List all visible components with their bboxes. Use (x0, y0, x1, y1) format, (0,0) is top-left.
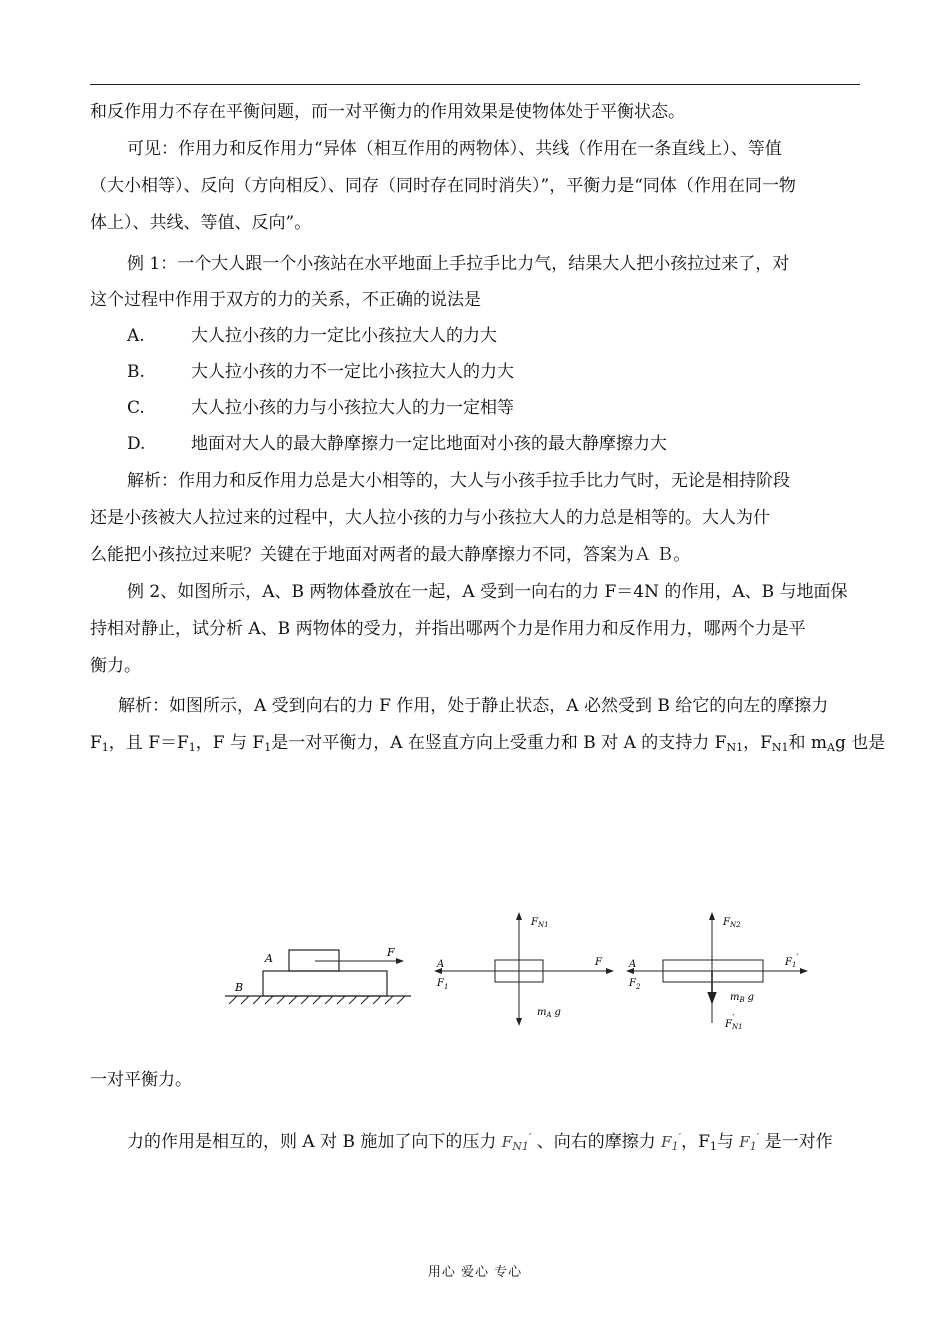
force-diagram (215, 905, 815, 1040)
option-c (127, 396, 514, 420)
solution2-line-2: $F_1$，且 $F=F_1$，F 与 $F_1$是一对平衡力，A 在竖直方向上受重力和 B 对 A 的支持力 $F_{N1}$，$F_{N1}$和 $m_Ag$ 也是 (90, 733, 886, 754)
block-b (263, 971, 387, 996)
label-a: A (629, 959, 637, 970)
symbol-fn1-prime: $F_{N1}'$ (501, 1131, 532, 1153)
example2-line-1: 例 2、如图所示，A、B 两物体叠放在一起，A 受到一向右的力 F＝4N 的作用，A、B 与地面保 (127, 582, 848, 602)
label-f1-prime: $F_1'$ (785, 953, 799, 969)
last-line: 力的作用是相互的，则 A 对 B 施加了向下的压力 $F_{N1}'$ 、向右的摩擦力 $F_1'$，$F_1$与 $F_1'$ 是一对作 (127, 1131, 833, 1153)
stacked-blocks-diagram (225, 946, 411, 1004)
symbol-f1-prime: $F_1'$ (661, 1131, 682, 1153)
solution1-line-2: 还是小孩被大人拉过来的过程中，大人拉小孩的力与小孩拉大人的力总是相等的。大人为什 (90, 508, 770, 528)
summary-line-1: 可见：作用力和反作用力“异体（相互作用的两物体）、共线（作用在一条直线上）、等值 (127, 139, 782, 159)
example1-line-1: 例 1：一个大人跟一个小孩站在水平地面上手拉手比力气，结果大人把小孩拉过来了，对 (127, 254, 790, 274)
after-figure-line: 一对平衡力。 (90, 1070, 192, 1090)
label-fn2: $F_{N2}$ (723, 917, 741, 929)
example2-line-3: 衡力。 (90, 656, 141, 676)
option-text: 大人拉小孩的力不一定比小孩拉大人的力大 (191, 362, 514, 382)
label-mag: $m_A$ g (537, 1007, 561, 1019)
solution1-line-1: 解析：作用力和反作用力总是大小相等的，大人与小孩手拉手比力气时，无论是相持阶段 (127, 471, 790, 491)
label-f1: $F_1$ (437, 978, 449, 991)
option-d (127, 432, 667, 456)
label-f2: $F_2$ (629, 978, 641, 991)
solution1-line-3: 么能把小孩拉过来呢？关键在于地面对两者的最大静摩擦力不同，答案为Ａ Ｂ。 (90, 545, 691, 565)
option-letter: A. (127, 326, 145, 346)
option-b (127, 360, 514, 384)
option-letter: B. (127, 362, 145, 382)
label-fn1: $F_{N1}$ (531, 917, 549, 929)
label-b: B (235, 981, 244, 994)
paragraph-continuation: 和反作用力不存在平衡问题，而一对平衡力的作用效果是使物体处于平衡状态。 (90, 102, 685, 122)
label-f: F (387, 946, 395, 959)
option-letter: D. (127, 434, 146, 454)
summary-line-2: （大小相等）、反向（方向相反）、同存（同时存在同时消失）”，平衡力是“同体（作用在同一物 (90, 176, 796, 196)
label-a: A (437, 959, 445, 970)
example1-line-2: 这个过程中作用于双方的力的关系，不正确的说法是 (90, 290, 481, 310)
example2-line-2: 持相对静止，试分析 A、B 两物体的受力，并指出哪两个力是作用力和反作用力，哪两个力是平 (90, 619, 806, 639)
header-rule (90, 84, 860, 85)
label-f: F (595, 957, 602, 968)
option-letter: C. (127, 398, 145, 418)
body-b-diagram (627, 913, 807, 1031)
option-text: 大人拉小孩的力与小孩拉大人的力一定相等 (191, 398, 514, 418)
page-footer: 用心 爱心 专心 (427, 1265, 523, 1280)
label-fn1-prime: $F_{N1}'$ (725, 1014, 743, 1031)
body-a-diagram (435, 913, 613, 1025)
summary-line-3: 体上）、共线、等值、反向”。 (90, 213, 312, 233)
solution2-line-1: 解析：如图所示，A 受到向右的力 F 作用，处于静止状态，A 必然受到 B 给它的向左的摩擦力 (118, 696, 829, 716)
option-text: 大人拉小孩的力一定比小孩拉大人的力大 (191, 326, 497, 346)
label-mbg: $m_B$ g (730, 992, 755, 1004)
option-a (127, 324, 497, 348)
label-a: A (265, 952, 273, 965)
option-text: 地面对大人的最大静摩擦力一定比地面对小孩的最大静摩擦力大 (191, 434, 667, 454)
symbol-f1-prime-2: $F_1'$ (739, 1131, 760, 1153)
